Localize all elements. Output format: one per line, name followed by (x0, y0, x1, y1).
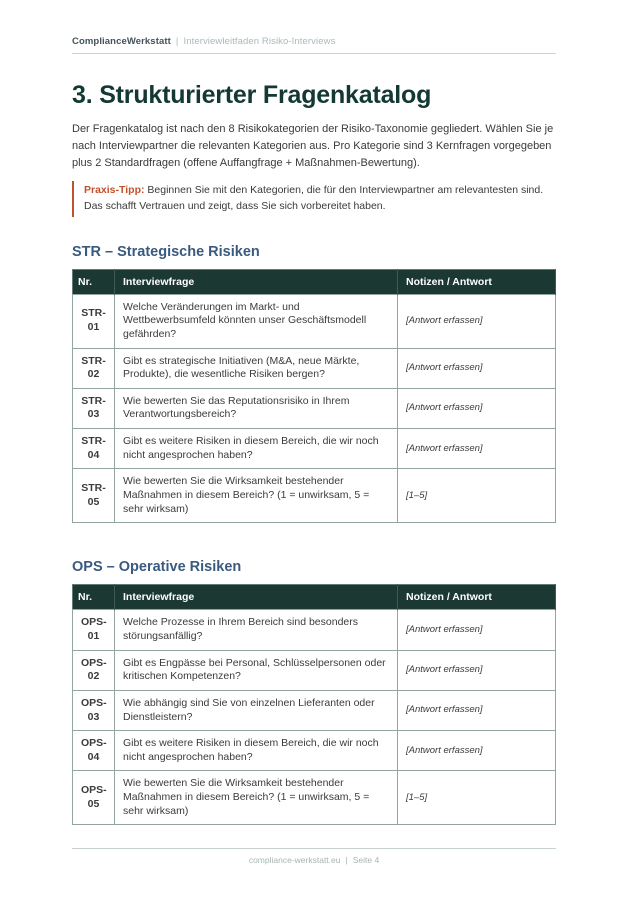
table-row (73, 348, 556, 388)
column-header-nr: Nr. (73, 585, 115, 610)
question-id: OPS-04 (73, 731, 115, 771)
ops-table-header-row (73, 585, 556, 610)
table-row (73, 690, 556, 730)
question-id: STR-01 (73, 294, 115, 348)
question-id: STR-05 (73, 469, 115, 523)
table-row (73, 469, 556, 523)
answer-placeholder: [Antwort erfassen] (398, 610, 556, 650)
table-row (73, 294, 556, 348)
answer-placeholder: [Antwort erfassen] (398, 294, 556, 348)
page-header (72, 36, 556, 54)
intro-paragraph: Der Fragenkatalog ist nach den 8 Risikokategorien der Risiko-Taxonomie gegliedert. Wählen Sie je nach Interviewpartner die relevanten Kategorien aus. Pro Kategorie sind 3 Kernfragen vorgegeben plus 2 Standardfragen (offene Auffangfrage + Maßnahmen-Bewertung). (72, 123, 554, 170)
tip-text: Beginnen Sie mit den Kategorien, die für den Interviewpartner am relevantesten sind. Das schafft Vertrauen und zeigt, dass Sie sich vorbereitet haben. (84, 184, 544, 212)
question-id: STR-04 (73, 429, 115, 469)
footer-site: compliance-werkstatt.eu (248, 855, 341, 865)
section-heading-str: STR – Strategische Risiken (72, 243, 260, 260)
rating-placeholder: [1–5] (398, 771, 556, 825)
question-text: Wie bewerten Sie die Wirksamkeit bestehender Maßnahmen in diesem Bereich? (1 = unwirksam, 5 = sehr wirksam) (115, 771, 398, 825)
column-header-notes: Notizen / Antwort (398, 585, 556, 610)
table-row (73, 771, 556, 825)
question-text: Welche Veränderungen im Markt- und Wettbewerbsumfeld könnten unser Geschäftsmodell gefährden? (115, 294, 398, 348)
question-id: OPS-03 (73, 690, 115, 730)
brand-name: ComplianceWerkstatt (72, 36, 171, 47)
column-header-nr: Nr. (73, 269, 115, 294)
str-question-table (72, 269, 556, 524)
answer-placeholder: [Antwort erfassen] (398, 348, 556, 388)
footer-separator: | (345, 855, 348, 865)
column-header-notes: Notizen / Antwort (398, 269, 556, 294)
question-text: Welche Prozesse in Ihrem Bereich sind besonders störungsanfällig? (115, 610, 398, 650)
question-text: Gibt es strategische Initiativen (M&A, neue Märkte, Produkte), die wesentliche Risiken bergen? (115, 348, 398, 388)
answer-placeholder: [Antwort erfassen] (398, 429, 556, 469)
header-separator: | (175, 36, 179, 47)
column-header-question: Interviewfrage (115, 269, 398, 294)
practice-tip-callout (72, 181, 556, 217)
question-id: OPS-01 (73, 610, 115, 650)
table-row (73, 650, 556, 690)
column-header-question: Interviewfrage (115, 585, 398, 610)
answer-placeholder: [Antwort erfassen] (398, 690, 556, 730)
question-text: Wie bewerten Sie das Reputationsrisiko in Ihrem Verantwortungsbereich? (115, 388, 398, 428)
question-id: STR-03 (73, 388, 115, 428)
table-row (73, 388, 556, 428)
header-doc-title: Interviewleitfaden Risiko-Interviews (183, 36, 336, 47)
table-row (73, 429, 556, 469)
section-heading-ops: OPS – Operative Risiken (72, 559, 242, 576)
question-id: STR-02 (73, 348, 115, 388)
table-row (73, 731, 556, 771)
rating-placeholder: [1–5] (398, 469, 556, 523)
answer-placeholder: [Antwort erfassen] (398, 650, 556, 690)
table-row (73, 610, 556, 650)
question-text: Gibt es Engpässe bei Personal, Schlüsselpersonen oder kritischen Kompetenzen? (115, 650, 398, 690)
footer-page-number: Seite 4 (352, 855, 380, 865)
page-title: 3. Strukturierter Fragenkatalog (72, 81, 432, 109)
question-text: Gibt es weitere Risiken in diesem Bereich, die wir noch nicht angesprochen haben? (115, 731, 398, 771)
question-text: Gibt es weitere Risiken in diesem Bereich, die wir noch nicht angesprochen haben? (115, 429, 398, 469)
question-id: OPS-02 (73, 650, 115, 690)
question-text: Wie abhängig sind Sie von einzelnen Lieferanten oder Dienstleistern? (115, 690, 398, 730)
page-footer (72, 848, 556, 865)
answer-placeholder: [Antwort erfassen] (398, 731, 556, 771)
question-text: Wie bewerten Sie die Wirksamkeit bestehender Maßnahmen in diesem Bereich? (1 = unwirksam, 5 = sehr wirksam) (115, 469, 398, 523)
ops-question-table (72, 584, 556, 825)
str-table-header-row (73, 269, 556, 294)
question-id: OPS-05 (73, 771, 115, 825)
tip-label: Praxis-Tipp: (84, 184, 145, 197)
answer-placeholder: [Antwort erfassen] (398, 388, 556, 428)
